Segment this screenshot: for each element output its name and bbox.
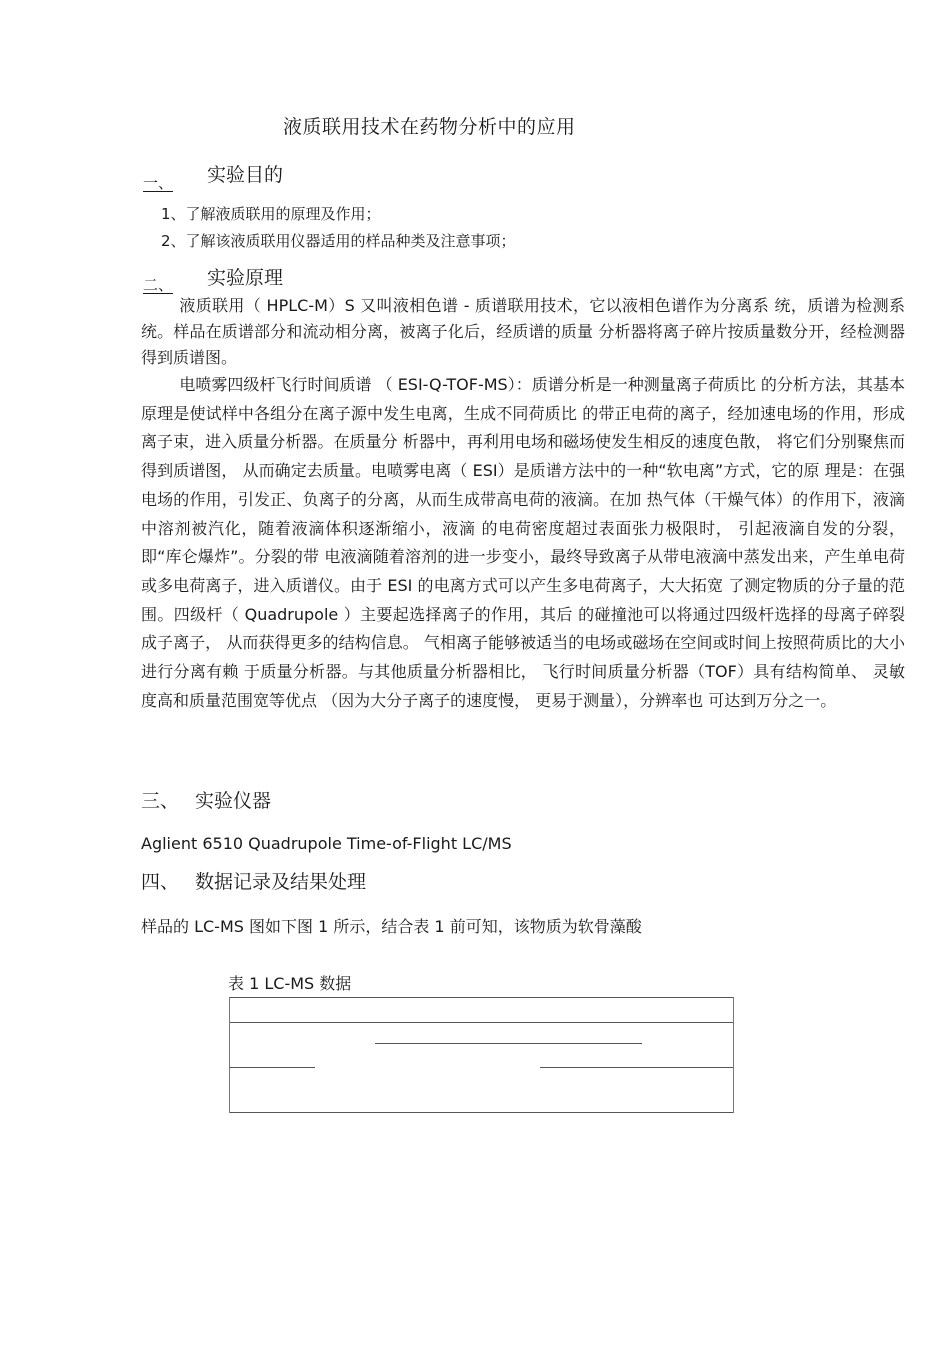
table-caption: 表 1 LC-MS 数据 bbox=[228, 974, 352, 993]
section-2-paragraph-1: 液质联用（ HPLC-M）S 又叫液相色谱 - 质谱联用技术，它以液相色谱作为分离系 统，质谱为检测系统。样品在质谱部分和流动相分离，被离子化后，经质谱的质量 分析器将离子碎片按质量数分开，经检测器得到质谱图。 bbox=[141, 296, 905, 367]
section-3-heading: 实验仪器 bbox=[195, 790, 272, 812]
section-4-number: 四、 bbox=[141, 871, 180, 893]
section-1-heading: 实验目的 bbox=[207, 164, 284, 186]
section-2-number: 二、 bbox=[143, 276, 174, 294]
section-1-item-2: 2、了解该液质联用仪器适用的样品种类及注意事项； bbox=[161, 232, 516, 250]
table-top-rule bbox=[229, 997, 734, 998]
table-header-rule bbox=[229, 1022, 734, 1023]
table-bottom-rule bbox=[229, 1112, 734, 1113]
results-sentence: 样品的 LC-MS 图如下图 1 所示，结合表 1 前可知，该物质为软骨藻酸 bbox=[141, 917, 642, 936]
table-subheader-rule bbox=[375, 1043, 642, 1044]
section-4-heading: 数据记录及结果处理 bbox=[195, 871, 367, 893]
table-right-border bbox=[733, 997, 734, 1113]
section-2-paragraph-2: 电喷雾四级杆飞行时间质谱 （ ESI-Q-TOF-MS）：质谱分析是一种测量离子荷质比 的分析方法，其基本原理是使试样中各组分在离子源中发生电离，生成不同荷质比 的带正电荷的离子，经加速电场的作用，形成离子束，进入质量分析器。在质量分 析器中，再利用电场和磁场使发生相反的速度色散， 将它们分别聚焦而得到质谱图， 从而确定去质量。电喷雾电离（ ESI）是质谱方法中的一种“软电离”方式，它的原 理是：在强电场的作用，引发正、负离子的分离，从而生成带高电荷的液滴。在加 热气体（干燥气体）的作用下，液滴中溶剂被汽化，随着液滴体积逐渐缩小，液滴 的电荷密度超过表面张力极限时， 引起液滴自发的分裂， 即“库仑爆炸”。分裂的带 电液滴随着溶剂的进一步变小，最终导致离子从带电液滴中蒸发出来，产生单电荷 或多电荷离子，进入质谱仪。由于 ESI 的电离方式可以产生多电荷离子，大大拓宽 了测定物质的分子量的范围。四级杆（ Quadrupole ）主要起选择离子的作用，其后 的碰撞池可以将通过四级杆选择的母离子碎裂成子离子， 从而获得更多的结构信息。 气相离子能够被适当的电场或磁场在空间或时间上按照荷质比的大小进行分离有赖 于质量分析器。与其他质量分析器相比， 飞行时间质量分析器（TOF）具有结构简单、 灵敏度高和质量范围宽等优点 （因为大分子离子的速度慢， 更易于测量），分辨率也 可达到万分之一。 bbox=[141, 375, 905, 710]
section-2-heading: 实验原理 bbox=[207, 267, 284, 289]
table-left-rule bbox=[229, 1067, 315, 1068]
document-title: 液质联用技术在药物分析中的应用 bbox=[283, 116, 576, 138]
section-3-number: 三、 bbox=[141, 790, 180, 812]
table-right-rule bbox=[540, 1067, 734, 1068]
instrument-name: Aglient 6510 Quadrupole Time-of-Flight LC/MS bbox=[141, 834, 512, 853]
table-left-border bbox=[229, 997, 230, 1113]
section-1-item-1: 1、了解液质联用的原理及作用； bbox=[161, 205, 381, 223]
section-1-number: 一、 bbox=[143, 174, 174, 192]
